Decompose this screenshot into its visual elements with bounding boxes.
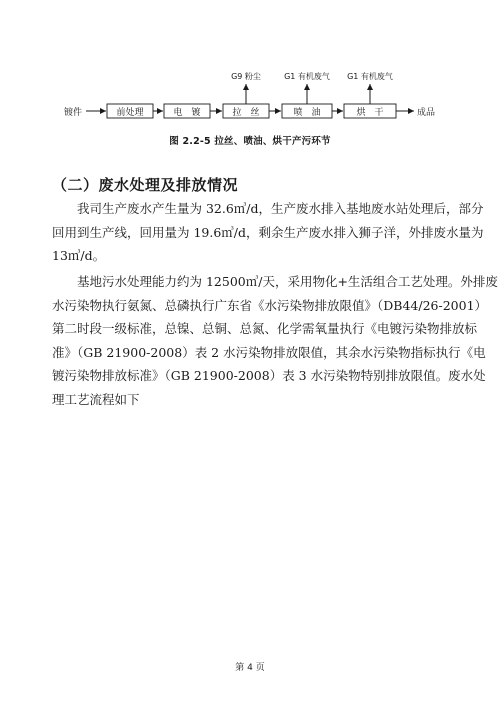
paragraph-line: 理工艺流程如下 [52,391,140,407]
paragraph-line: 水污染物执行氨氮、总磷执行广东省《水污染物排放限值》（DB44/26-2001） [52,297,488,313]
flow-output-label: 成品 [417,108,436,118]
flow-input-label: 镀件 [64,108,83,118]
paragraph-line: 13㎥/d。 [52,248,106,263]
paragraph-line: 基地污水处理能力约为 12500㎥/天，采用物化+生活组合工艺处理。外排废 [77,274,498,289]
emission-label: G9 粉尘 [231,72,261,81]
paragraph-wastewater-volume [52,197,484,268]
flow-step-label: 前处理 [116,108,144,118]
figure-caption: 图 2.2-5 拉丝、喷油、烘干产污环节 [169,136,331,147]
paragraph-line: 回用到生产线，回用量为 19.6㎥/d，剩余生产废水排入狮子洋，外排废水量为 [52,224,484,240]
emission-label: G1 有机废气 [347,72,393,81]
emission-label: G1 有机废气 [284,72,330,81]
flow-svg [0,0,500,135]
paragraph-line: 镀污染物排放标准》（GB 21900-2008）表 3 水污染物特别排放限值。废水处 [52,368,486,383]
flow-step-label: 烘 干 [356,108,384,118]
flow-step-label: 拉 丝 [232,108,260,118]
flow-step-label: 电 镀 [173,108,201,118]
paragraph-line: 我司生产废水产生量为 32.6㎥/d，生产废水排入基地废水站处理后，部分 [77,201,484,216]
flow-step-label: 喷 油 [293,108,321,118]
paragraph-line: 准》（GB 21900-2008）表 2 水污染物排放限值，其余水污染物指标执行《电 [52,344,486,360]
paragraph-treatment-standards [52,270,498,411]
section-title: （二）废水处理及排放情况 [52,176,239,194]
paragraph-line: 第二时段一级标准，总镍、总铜、总氮、化学需氧量执行《电镀污染物排放标 [52,321,478,336]
page-number: 第 4 页 [235,663,265,673]
